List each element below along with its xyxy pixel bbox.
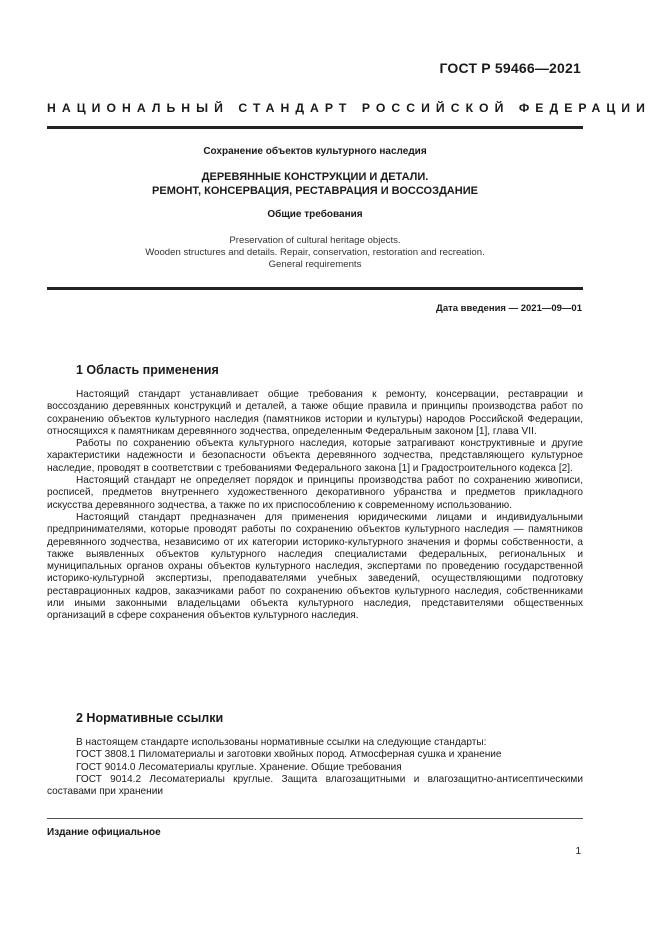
standard-number: ГОСТ Р 59466—2021 xyxy=(439,60,581,76)
section-2-body xyxy=(47,737,583,798)
paragraph: Работы по сохранению объекта культурного наследия, которые затрагивают конструктивные и другие характеристики надежности и безопасности объекта деревянного зодчества, представляющего культурное наследие, проводят в соответствии с требованиями Федерального закона [1] и Градостроительного кодекса [2]. xyxy=(47,438,583,474)
english-title-line3: General requirements xyxy=(268,259,362,270)
english-title-line1: Preservation of cultural heritage objects. xyxy=(229,235,401,246)
paragraph: Настоящий стандарт предназначен для применения юридическими лицами и индивидуальными предпринимателями, которые проводят работы по сохранению объектов культурного наследия — памятников деревянного зодчества, независимо от их категории историко-культурного значения и формы собственности, а также выявленных объектов культурного наследия специалистами федеральных, региональных и муниципальных органов охраны объектов культурного наследия, экспертами по проведению государственной историко-культурной экспертизы, преподавателями учебных заведений, осуществляющими подготовку реставрационных кадров, заказчиками работ по сохранению объектов культурного наследия, собственниками или иными законными владельцами объекта культурного наследия, представителями общественных организаций в сфере сохранения объектов культурного наследия. xyxy=(47,511,583,622)
section-1-heading: 1 Область применения xyxy=(76,363,219,377)
english-title xyxy=(47,235,583,271)
paragraph: Настоящий стандарт не определяет порядок и принципы производства работ по сохранению живописи, росписей, предметов внутреннего художественного декоративного убранства и предметов прикладного искусства деревянного зодчества, а также по их приспособлению к современному использованию. xyxy=(47,475,583,511)
header-rule xyxy=(47,126,583,129)
document-topic: Сохранение объектов культурного наследия xyxy=(203,146,427,157)
english-title-line2: Wooden structures and details. Repair, conservation, restoration and recreation. xyxy=(145,247,485,258)
document-title xyxy=(47,170,583,198)
document-title-line2: РЕМОНТ, КОНСЕРВАЦИЯ, РЕСТАВРАЦИЯ И ВОССОЗДАНИЕ xyxy=(152,185,478,197)
document-title-line1: ДЕРЕВЯННЫЕ КОНСТРУКЦИИ И ДЕТАЛИ. xyxy=(201,171,429,183)
reference-item: ГОСТ 9014.0 Лесоматериалы круглые. Хранение. Общие требования xyxy=(76,761,402,773)
document-subtitle: Общие требования xyxy=(267,209,363,220)
page-number: 1 xyxy=(575,846,581,857)
references-intro: В настоящем стандарте использованы нормативные ссылки на следующие стандарты: xyxy=(76,737,487,748)
introduction-date: Дата введения — 2021—09—01 xyxy=(436,303,582,314)
section-1-body xyxy=(47,389,583,623)
reference-item: ГОСТ 3808.1 Пиломатериалы и заготовки хвойных пород. Атмосферная сушка и хранение xyxy=(76,749,502,761)
paragraph: Настоящий стандарт устанавливает общие требования к ремонту, консервации, реставрации и воссозданию деревянных конструкций и деталей, а также общие правила и принципы производства работ по сохранению объектов культурного наследия (памятников истории и культуры) народов Российской Федерации, относящихся к памятникам деревянного зодчества, определенным Федеральным законом [1], глава VII. xyxy=(47,389,583,437)
title-block-rule xyxy=(47,287,583,290)
reference-item: ГОСТ 9014.2 Лесоматериалы круглые. Защита влагозащитными и влагозащитно-антисептическими составами при хранении xyxy=(47,773,583,798)
footer-rule xyxy=(47,818,583,819)
official-edition-label: Издание официальное xyxy=(47,827,161,838)
section-2-heading: 2 Нормативные ссылки xyxy=(76,711,224,725)
national-standard-header: НАЦИОНАЛЬНЫЙ СТАНДАРТ РОССИЙСКОЙ ФЕДЕРАЦИИ xyxy=(47,101,651,115)
